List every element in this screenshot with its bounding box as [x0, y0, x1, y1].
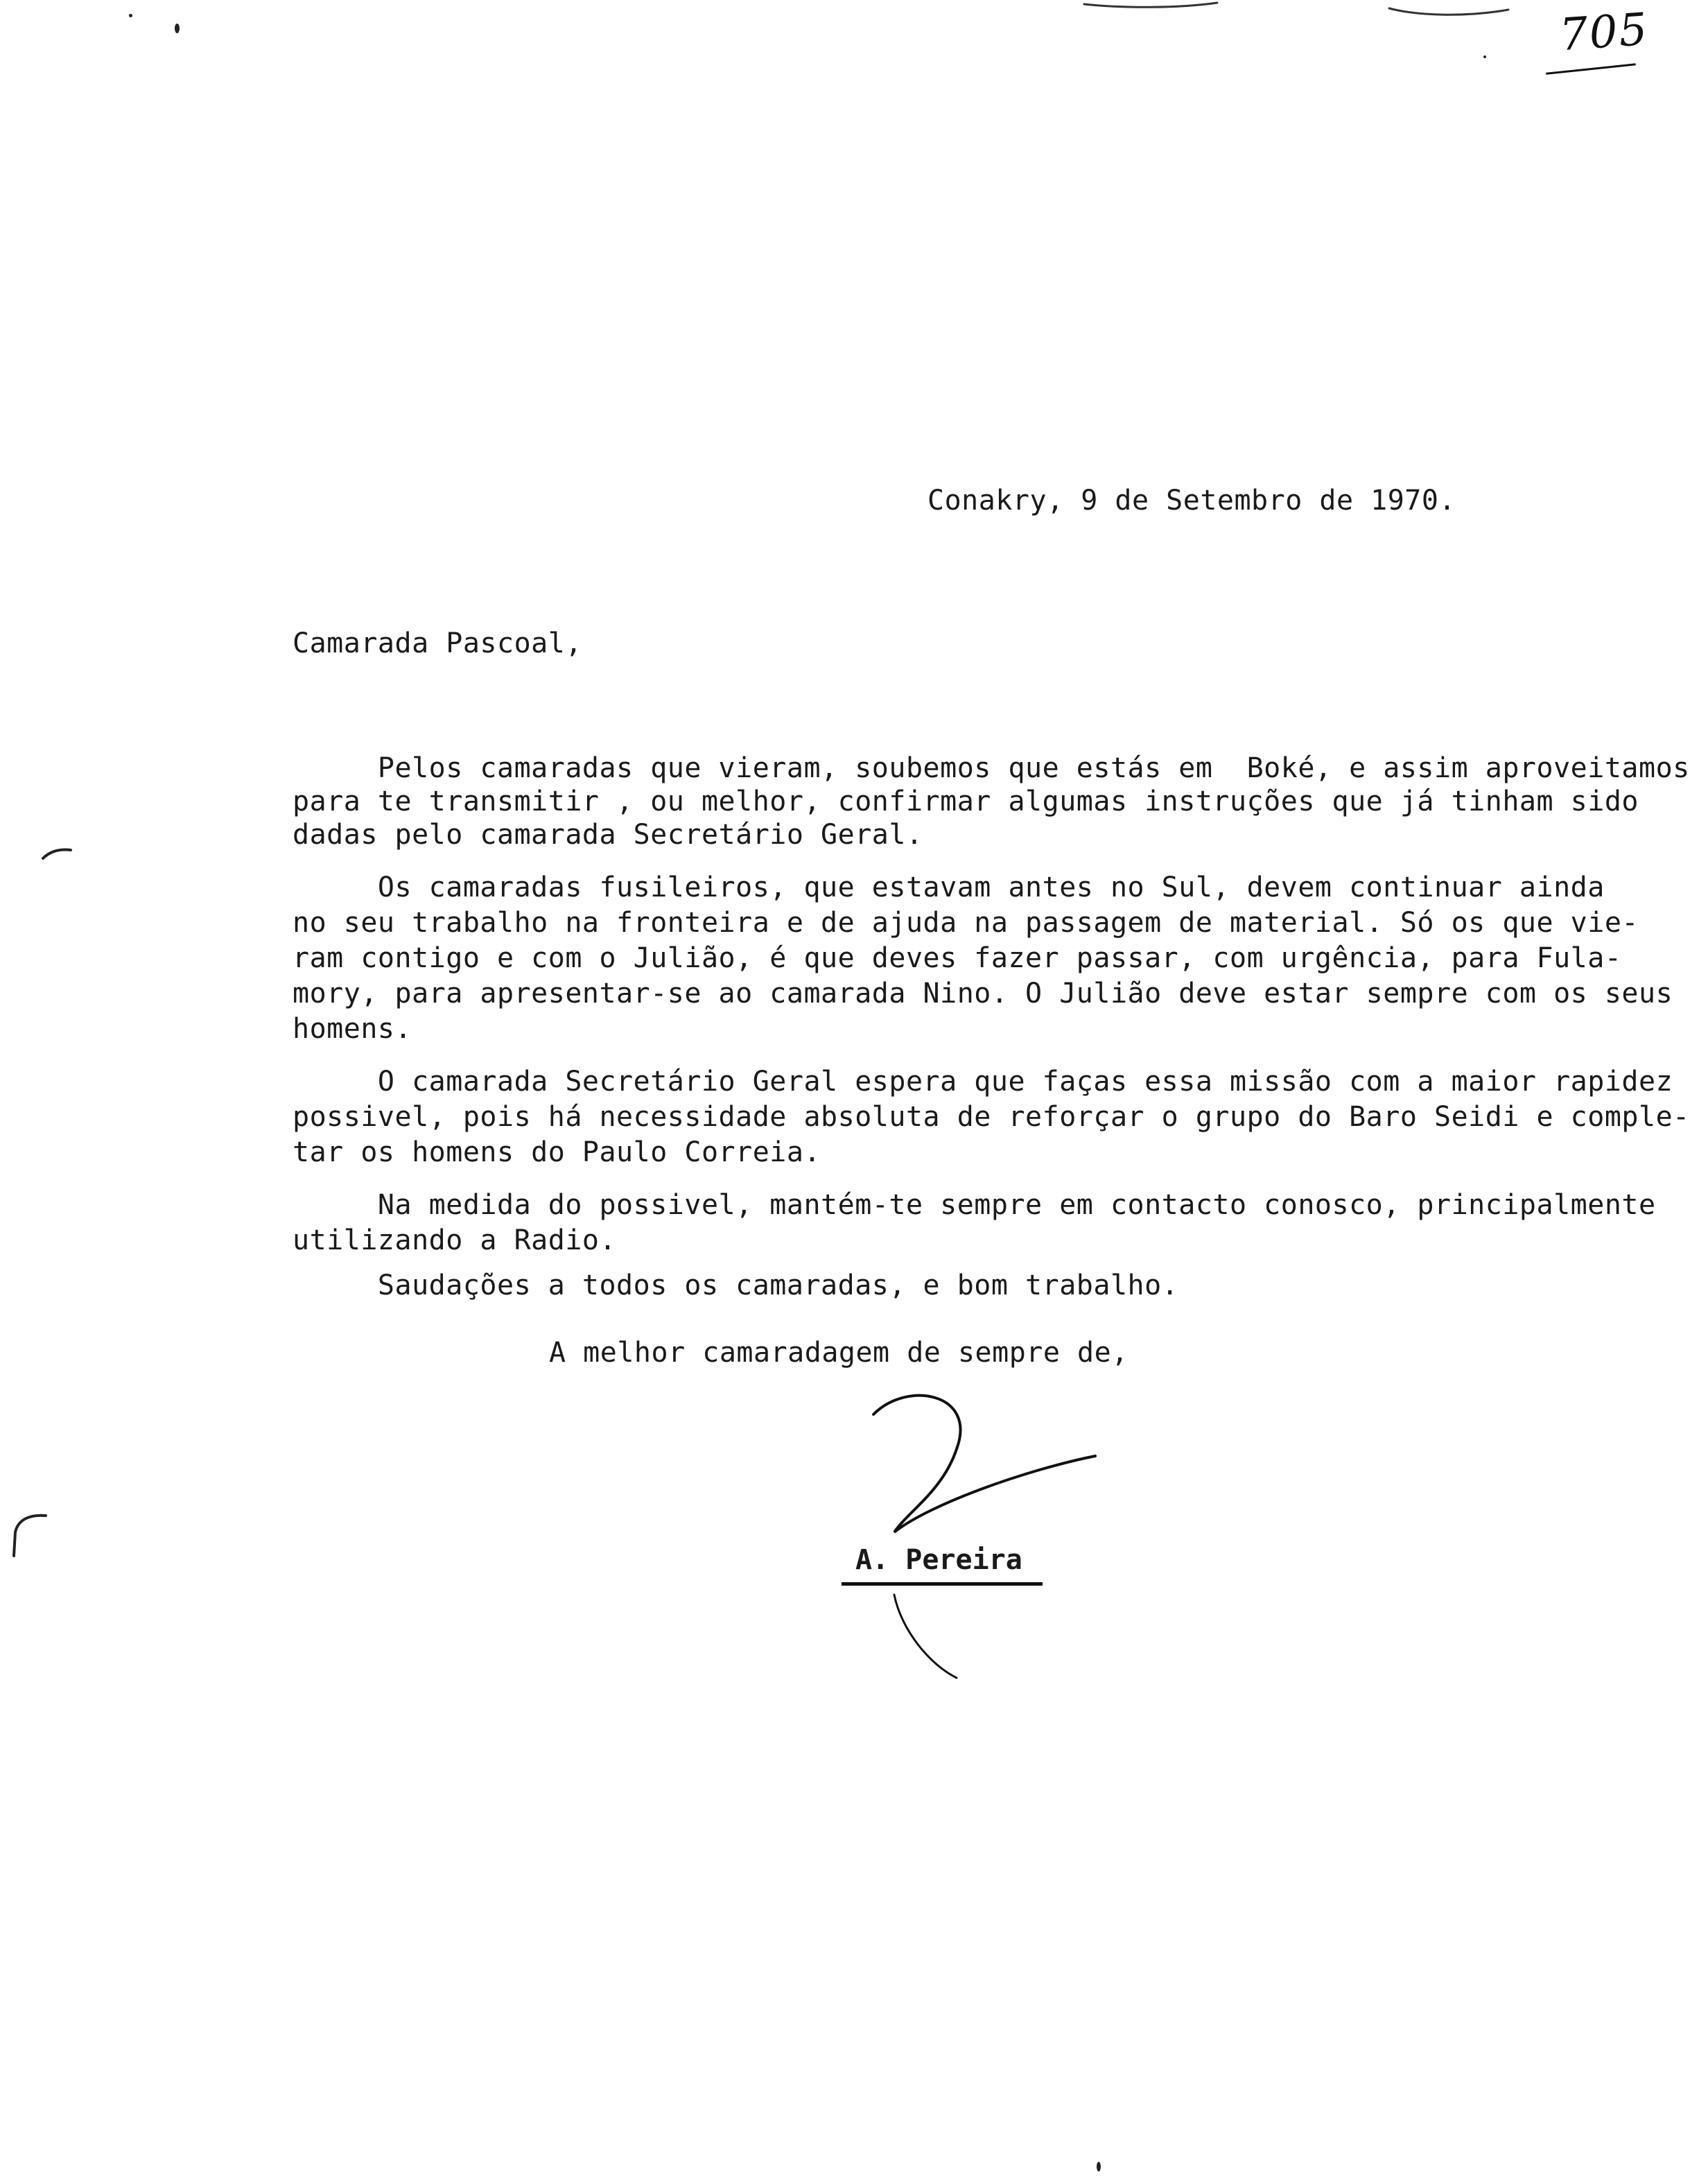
margin-mark: [40, 844, 75, 861]
paragraph-1-line-1: Pelos camaradas que vieram, soubemos que estás em Boké, e assim aproveitamos: [293, 752, 1690, 784]
margin-mark: [1386, 0, 1511, 21]
archive-page-number: 705: [1558, 3, 1650, 62]
paragraph-3-line-2: possivel, pois há necessidade absoluta de reforçar o grupo do Baro Seidi e comple-: [293, 1101, 1690, 1133]
scan-speck: [1097, 2162, 1101, 2172]
scan-speck: [129, 14, 132, 17]
paragraph-3-line-1: O camarada Secretário Geral espera que faças essa missão com a maior rapidez: [293, 1066, 1673, 1098]
dateline: Conakry, 9 de Setembro de 1970.: [927, 485, 1456, 517]
archive-number-underline: [1546, 63, 1636, 75]
scan-speck: [175, 24, 180, 33]
paragraph-5-line-1: Saudações a todos os camaradas, e bom trabalho.: [293, 1269, 1179, 1301]
margin-mark: [8, 1511, 50, 1560]
paragraph-2-line-1: Os camaradas fusileiros, que estavam antes no Sul, devem continuar ainda: [293, 872, 1605, 903]
paragraph-1-line-2: para te transmitir , ou melhor, confirmar algumas instruções que já tinham sido: [293, 786, 1639, 817]
handwritten-signature: [818, 1387, 1109, 1692]
scan-speck: [1483, 55, 1486, 58]
closing-line: A melhor camaradagem de sempre de,: [549, 1337, 1128, 1369]
paragraph-2-line-4: mory, para apresentar-se ao camarada Nino. O Julião deve estar sempre com os seus: [293, 978, 1673, 1009]
paragraph-2-line-3: ram contigo e com o Julião, é que deves fazer passar, com urgência, para Fula-: [293, 942, 1622, 974]
paragraph-4-line-2: utilizando a Radio.: [293, 1224, 617, 1256]
paragraph-2-line-2: no seu trabalho na fronteira e de ajuda na passagem de material. Só os que vie-: [293, 907, 1639, 939]
paragraph-1-line-3: dadas pelo camarada Secretário Geral.: [293, 819, 923, 851]
salutation: Camarada Pascoal,: [293, 627, 582, 659]
signatory-name: A. Pereira: [855, 1544, 1022, 1576]
margin-mark: [1081, 0, 1220, 14]
paragraph-4-line-1: Na medida do possivel, mantém-te sempre em contacto conosco, principalmente: [293, 1189, 1656, 1221]
paragraph-2-line-5: homens.: [293, 1013, 412, 1045]
signatory-underline: [842, 1582, 1043, 1586]
paragraph-3-line-3: tar os homens do Paulo Correia.: [293, 1136, 821, 1168]
